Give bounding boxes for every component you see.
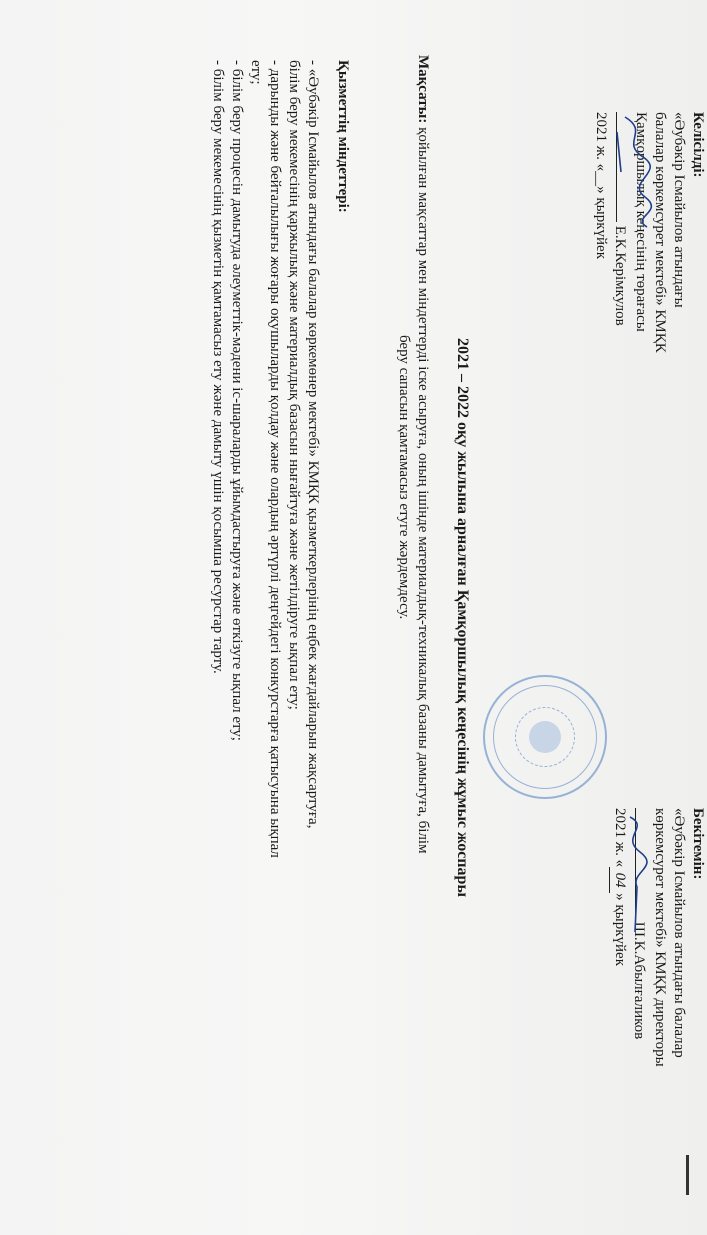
confirmation-line-1: «Әубәкір Ісмайылов атындағы балалар (671, 808, 687, 1058)
task-line: білім беру мекемесінің қаржылық және материалдық базасын нығайтуға және жетілдіруге ықпал ету; (286, 60, 302, 710)
purpose-text-line-2: беру сапасын қамтамасыз етуге жәрдемдесу. (396, 335, 412, 620)
task-line: - дарынды және бейталылығы жоғары оқушыларды қолдау және олардың әртүрлі деңгейдегі конкурстарға қатысуына ықпал (267, 60, 283, 858)
confirmation-date: 2021 ж. «04» қыркүйек (609, 808, 629, 1067)
task-line: - білім беру процесін дамытуда әлеуметтік-мәдени іс-шараларды ұйымдастыруға және өткізуге ықпал ету; (229, 60, 245, 741)
purpose-paragraph (394, 55, 432, 1185)
approval-line-3: Қамқоршылық кеңесінің төрағасы (633, 112, 649, 332)
tasks-heading: Қызметтің міндеттері: (335, 60, 351, 213)
official-seal-stamp (483, 675, 607, 799)
purpose-text-line-1: қойылған мақсаттар мен міндеттерді іске асыруға, оның ішінде материалдық-техникалық базаны дамытуға, білім (415, 123, 431, 854)
approval-line-1: «Әубәкір Ісмайылов атындағы (671, 112, 687, 308)
task-line: - білім беру мекемесінің қызметін қамтамасыз ету және дамыту үшін қосымша ресурстар тарту. (210, 60, 226, 674)
approval-signature (615, 112, 655, 232)
purpose-label: Мақсаты: (415, 55, 431, 124)
document-title: 2021 – 2022 оқу жылына арналған Қамқоршылық кеңесінің жұмыс жоспары (454, 338, 471, 897)
approval-date: 2021 ж. «__» қыркүйек (593, 112, 609, 259)
confirmation-date-day: 04 (609, 867, 629, 893)
seal-emblem (529, 721, 561, 753)
task-line: - «Әубәкір Ісмайылов атындағы балалар көркемөнер мектебі» КМҚК қызметкерлерінің еңбек жағдайларын жақсартуға, (305, 60, 321, 829)
confirmation-signature (615, 812, 655, 942)
task-line: ету; (248, 60, 264, 85)
tasks-list (208, 60, 322, 1200)
confirmation-signer-name: Ш.К.Абылғаликов (631, 921, 647, 1040)
confirmation-line-2: көркемсурет мектебі» КМҚК директоры (652, 808, 668, 1067)
confirmation-heading: Бекітемін: (690, 808, 706, 880)
confirmation-date-prefix: 2021 ж. (612, 808, 628, 856)
approval-line-2: балалар көркемсурет мектебі» КМҚК (652, 112, 668, 353)
approval-signer-name: Е.К.Керімкулов (612, 225, 628, 326)
page-edge-mark (686, 1155, 689, 1195)
approval-heading: Келісілді: (690, 112, 706, 178)
confirmation-date-month: қыркүйек (612, 904, 628, 967)
